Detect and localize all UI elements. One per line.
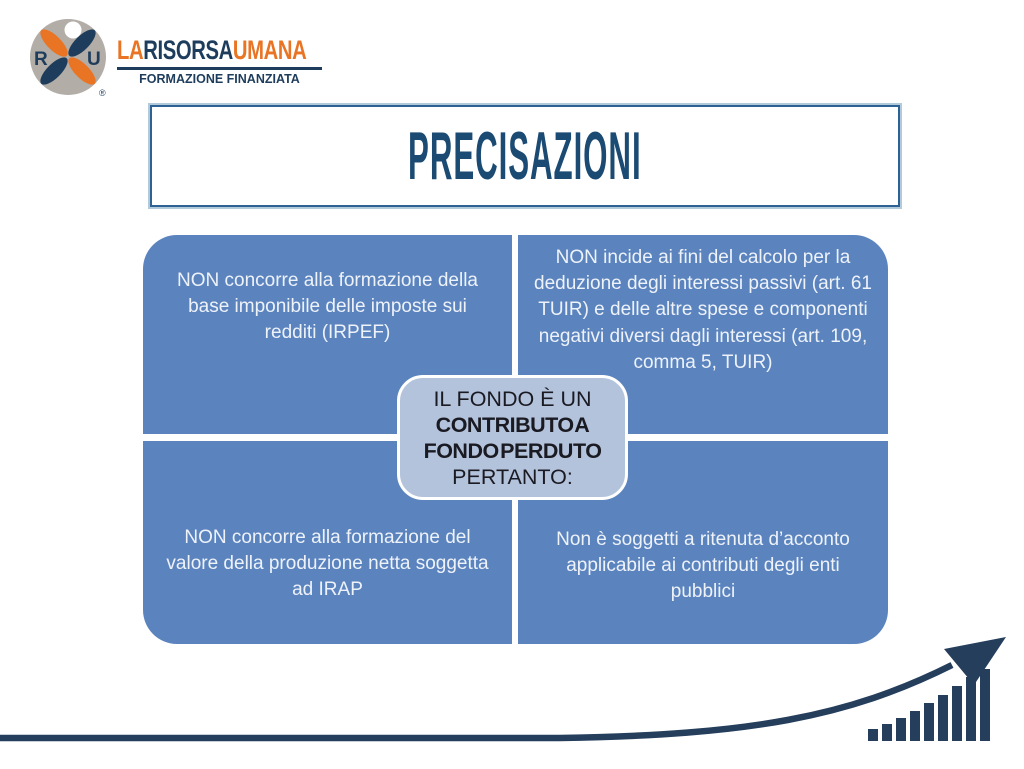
brand-logo: [26, 14, 370, 100]
brand-name-la: LA: [117, 35, 144, 65]
registered-mark: ®: [99, 88, 106, 98]
arrow-curve: [0, 665, 952, 738]
center-label-line: PERTANTO:: [452, 464, 573, 489]
brand-logo-icon: [26, 14, 110, 100]
logo-monogram-u: U: [87, 49, 101, 70]
matrix-center-label: [397, 375, 628, 500]
brand-divider: [117, 67, 322, 70]
arrow-head: [944, 637, 1006, 685]
growth-arrow-chart-icon: [0, 629, 1024, 769]
matrix-cell-text: Non è soggetti a ritenuta d’acconto applicabile ai contributi degli enti pubblici: [556, 529, 850, 603]
brand-name-risorsa: RISORSA: [143, 35, 233, 65]
logo-monogram-r: R: [34, 49, 48, 70]
brand-wordmark: [117, 14, 370, 86]
matrix-cell-text: NON concorre alla formazione del valore della produzione netta soggetta ad IRAP: [166, 527, 489, 601]
matrix-cell-text: NON incide ai fini del calcolo per la deduzione degli interessi passivi (art. 61 TUIR) e delle altre spese e componenti negativi diversi dagli interessi (art. 109, comma 5, TUIR): [534, 247, 872, 373]
brand-name-umana: UMANA: [232, 35, 307, 65]
center-label-line: IL FONDO È UN: [433, 386, 592, 411]
page-title: PRECISAZIONI: [408, 118, 642, 194]
matrix-cell-text: NON concorre alla formazione della base imponibile delle imposte sui redditi (IRPEF): [177, 270, 478, 344]
center-label-line: CONTRIBUTO A: [435, 412, 590, 437]
brand-name: [117, 37, 306, 64]
brand-tagline: FORMAZIONE FINANZIATA: [139, 72, 300, 86]
slide-title-box: [150, 105, 900, 207]
center-label-line: FONDO PERDUTO: [423, 438, 602, 463]
